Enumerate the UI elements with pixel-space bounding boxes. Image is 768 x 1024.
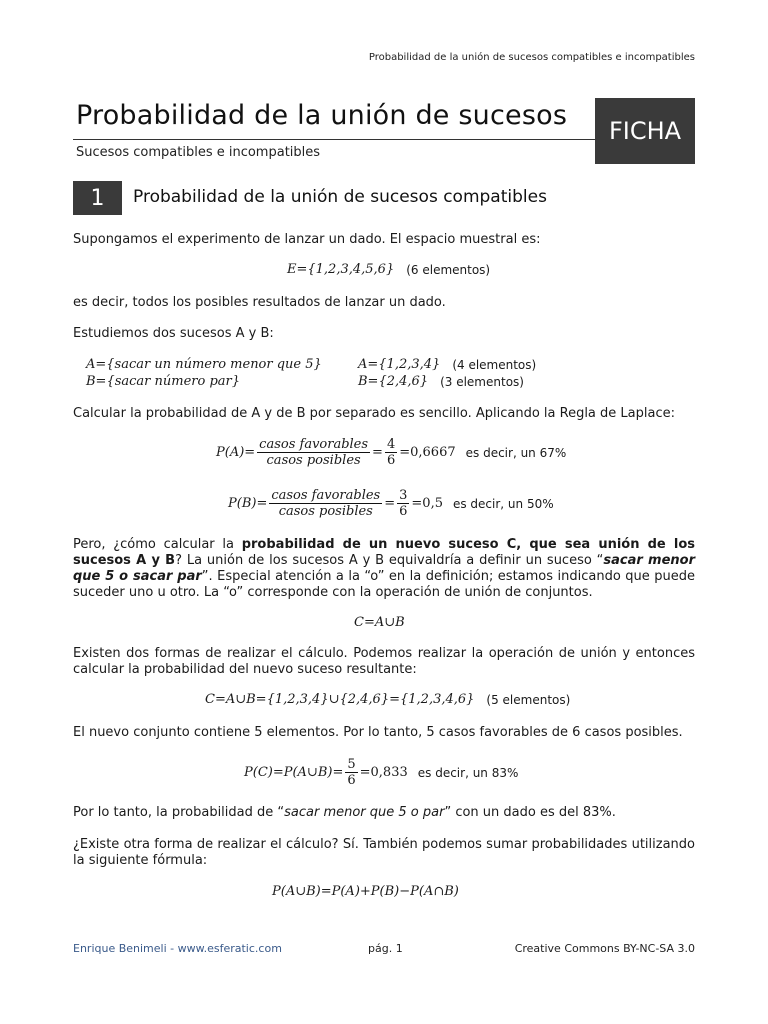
union-set-formula: C=A∪B={1,2,3,4}∪{2,4,6}={1,2,3,4,6} [205,692,475,707]
event-a-set-note: (4 elementos) [452,357,537,372]
section-number: 1 [73,181,122,215]
prob-b-note: es decir, un 50% [452,496,554,511]
prob-b-numerator: 3 [399,488,408,503]
footer-author-link[interactable]: Enrique Benimeli - www.esferatic.com [73,942,282,955]
sample-space-formula: E={1,2,3,4,5,6} [287,262,395,277]
union-question-a: Pero, ¿cómo calcular la [73,537,242,552]
event-b-set [358,374,524,389]
paragraph-two-methods: Existen dos formas de realizar el cálculo. Podemos realizar la operación de unión y entonces calcular la probabilidad del nuevo suceso resultante: [73,646,695,677]
paragraph-laplace: Calcular la probabilidad de A y de B por separado es sencillo. Aplicando la Regla de Laplace: [73,406,675,421]
prob-a-value: =0,6667 [399,445,456,460]
prob-a-fraction [385,437,397,468]
prob-b-lhs: P(B)= [228,496,268,511]
paragraph-conclusion [73,805,695,821]
laplace-denominator-b: casos posibles [278,504,373,519]
laplace-numerator: casos favorables [259,437,369,452]
union-question-bold: probabilidad de un nuevo suceso C, que sea unión de los sucesos A y B [73,537,695,568]
sample-space-note: (6 elementos) [406,262,491,277]
prob-c-numerator: 5 [347,757,356,772]
prob-a-denominator: 6 [386,453,396,468]
equation-prob-c [244,757,518,788]
equation-union-set [205,692,570,707]
event-b-set-formula: B={2,4,6} [358,374,429,389]
union-set-note: (5 elementos) [486,692,571,707]
event-a-set [358,357,536,372]
ficha-badge: FICHA [595,98,695,164]
page-subtitle: Sucesos compatibles e incompatibles [76,145,321,160]
paragraph-union-question [73,537,695,601]
paragraph-events: Estudiemos dos sucesos A y B: [73,326,274,341]
prob-b-value: =0,5 [411,496,443,511]
section-title: Probabilidad de la unión de sucesos compatibles [133,187,547,207]
prob-a-numerator: 4 [386,437,396,452]
event-a-set-formula: A={1,2,3,4} [358,357,441,372]
paragraph-intro: Supongamos el experimento de lanzar un dado. El espacio muestral es: [73,232,541,247]
paragraph-other-method: ¿Existe otra forma de realizar el cálculo? Sí. También podemos sumar probabilidades utilizando la siguiente fórmula: [73,837,695,868]
event-b-definition: B={sacar número par} [86,374,241,389]
conclusion-c: ” con un dado es del 83%. [444,805,616,820]
equation-sample-space [287,262,490,277]
running-header: Probabilidad de la unión de sucesos compatibles e incompatibles [368,52,695,63]
prob-a-note: es decir, un 67% [465,445,567,460]
equation-addition-rule: P(A∪B)=P(A)+P(B)−P(A∩B) [272,884,459,899]
prob-c-lhs: P(C)=P(A∪B)= [244,765,344,780]
laplace-numerator-b: casos favorables [271,488,381,503]
footer-license: Creative Commons BY-NC-SA 3.0 [514,942,695,955]
equals-sign-b: = [384,496,396,511]
page-title: Probabilidad de la unión de sucesos [76,100,568,131]
laplace-fraction-b [269,488,382,519]
union-question-event: sacar menor que 5 o sacar par [73,553,695,584]
prob-c-denominator: 6 [347,773,356,788]
prob-c-value: =0,833 [359,765,408,780]
prob-c-note: es decir, un 83% [417,765,519,780]
title-divider [73,139,595,140]
equation-c-union: C=A∪B [354,615,405,630]
laplace-fraction [257,437,370,468]
conclusion-event: sacar menor que 5 o par [284,805,445,820]
event-b-set-note: (3 elementos) [440,374,524,389]
prob-b-denominator: 6 [399,504,408,519]
union-question-c: ? La unión de los sucesos A y B equivaldría a definir un suceso “ [175,553,604,568]
paragraph-results: es decir, todos los posibles resultados de lanzar un dado. [73,295,446,310]
prob-c-fraction [345,757,357,788]
laplace-denominator: casos posibles [266,453,361,468]
event-a-definition: A={sacar un número menor que 5} [86,357,322,372]
equals-sign: = [372,445,383,460]
union-question-e: ”. Especial atención a la “o” en la definición; estamos indicando que puede suceder uno u otro. La “o” corresponde con la operación de unión de conjuntos. [73,569,695,600]
prob-a-lhs: P(A)= [216,445,256,460]
prob-b-fraction [397,488,409,519]
equation-prob-b [228,488,554,519]
conclusion-a: Por lo tanto, la probabilidad de “ [73,805,285,820]
footer-page-number: pág. 1 [368,942,403,955]
equation-prob-a [216,437,566,468]
paragraph-new-set: El nuevo conjunto contiene 5 elementos. Por lo tanto, 5 casos favorables de 6 casos posibles. [73,725,683,740]
